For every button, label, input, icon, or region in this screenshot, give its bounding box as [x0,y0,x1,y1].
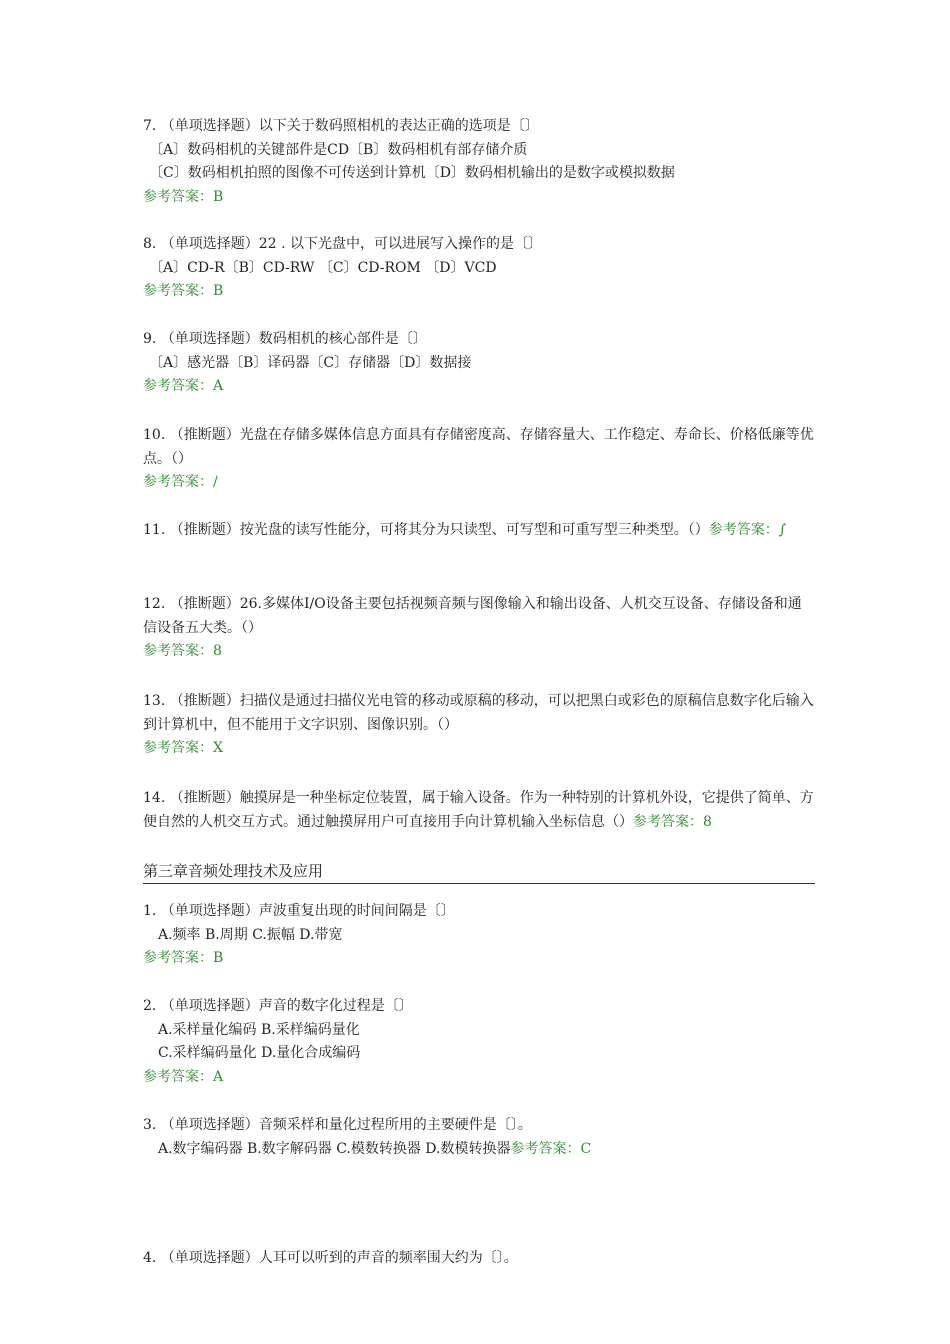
question-12 [143,593,815,664]
question-stem: 1. （单项选择题）声波重复出现的时间间隔是〔〕 [143,903,455,919]
question-stem: 10. （推断题）光盘在存储多媒体信息方面具有存储密度高、存储容量大、工作稳定、寿命长、价格低廉等优点。（） [143,427,814,467]
question-7 [143,115,815,209]
question-stem: 9. （单项选择题）数码相机的核心部件是〔〕 [143,331,427,347]
question-text [143,787,815,834]
question-14 [143,787,815,834]
question-options: 〔C〕数码相机拍照的图像不可传送到计算机〔D〕数码相机输出的是数字或模拟数据 [149,165,675,181]
question-stem: 12. （推断题）26.多媒体I/O设备主要包括视频音频与图像输入和输出设备、人机交互设备、存储设备和通信设备五大类。（） [143,596,802,636]
section-question-1 [143,900,815,971]
question-8 [143,233,815,304]
question-10 [143,424,815,495]
question-options: A.频率 B.周期 C.振幅 D.带宽 [158,926,343,943]
reference-answer: 参考答案：8 [143,643,222,659]
section-title: 第三章音频处理技术及应用 [143,860,815,884]
question-stem: 2. （单项选择题）声音的数字化过程是〔〕 [143,998,413,1014]
reference-answer: 参考答案：∫ [708,522,787,538]
question-stem: 3. （单项选择题）音频采样和量化过程所用的主要硬件是〔〕。 [143,1117,532,1133]
question-stem: 11. （推断题）按光盘的读写性能分，可将其分为只读型、可写型和可重写型三种类型。（） [143,522,709,538]
section-question-2 [143,995,815,1089]
section-question-3 [143,1114,815,1161]
question-options: C.采样编码量化 D.量化合成编码 [158,1045,361,1061]
reference-answer: 参考答案：A [143,378,224,394]
question-options: 〔A〕数码相机的关键部件是CD〔B〕数码相机有部存储介质 [149,141,528,158]
reference-answer: 参考答案：∕ [143,474,218,490]
question-11 [143,519,815,543]
question-stem: 4. （单项选择题）人耳可以听到的声音的频率围大约为〔〕。 [143,1250,518,1266]
question-9 [143,328,815,399]
question-stem: 7. （单项选择题）以下关于数码照相机的表达正确的选项是〔〕 [143,118,539,134]
reference-answer: 参考答案：B [143,283,224,299]
question-options: 〔A〕CD-R〔B〕CD-RW 〔C〕CD-ROM 〔D〕VCD [149,259,497,276]
reference-answer: 参考答案：X [143,740,223,756]
question-options-line [143,1138,815,1162]
question-stem: 13. （推断题）扫描仪是通过扫描仪光电管的移动或原稿的移动，可以把黑白或彩色的原稿信息数字化后输入到计算机中，但不能用于文字识别、图像识别。（） [143,693,814,733]
reference-answer: 参考答案：8 [633,813,712,830]
question-13 [143,690,815,761]
question-options: 〔A〕感光器〔B〕译码器〔C〕存储器〔D〕数据接 [149,354,472,371]
question-stem: 8. （单项选择题）22 . 以下光盘中，可以进展写入操作的是〔〕 [143,236,542,252]
question-options: A.采样量化编码 B.采样编码量化 [158,1021,360,1038]
reference-answer: 参考答案：B [143,188,224,205]
reference-answer: 参考答案：A [143,1068,224,1085]
question-options: A.数字编码器 B.数字解码器 C.模数转换器 D.数模转换器 [158,1140,511,1157]
reference-answer: 参考答案：B [143,950,224,966]
question-text [143,519,815,543]
question-stem: 14. （推断题）触摸屏是一种坐标定位装置，属于输入设备。作为一种特别的计算机外设，它提供了简单、方便自然的人机交互方式。通过触摸屏用户可直接用手向计算机输入坐标信息（） [143,790,814,830]
reference-answer: 参考答案：C [510,1140,592,1157]
section-question-4 [143,1247,815,1271]
